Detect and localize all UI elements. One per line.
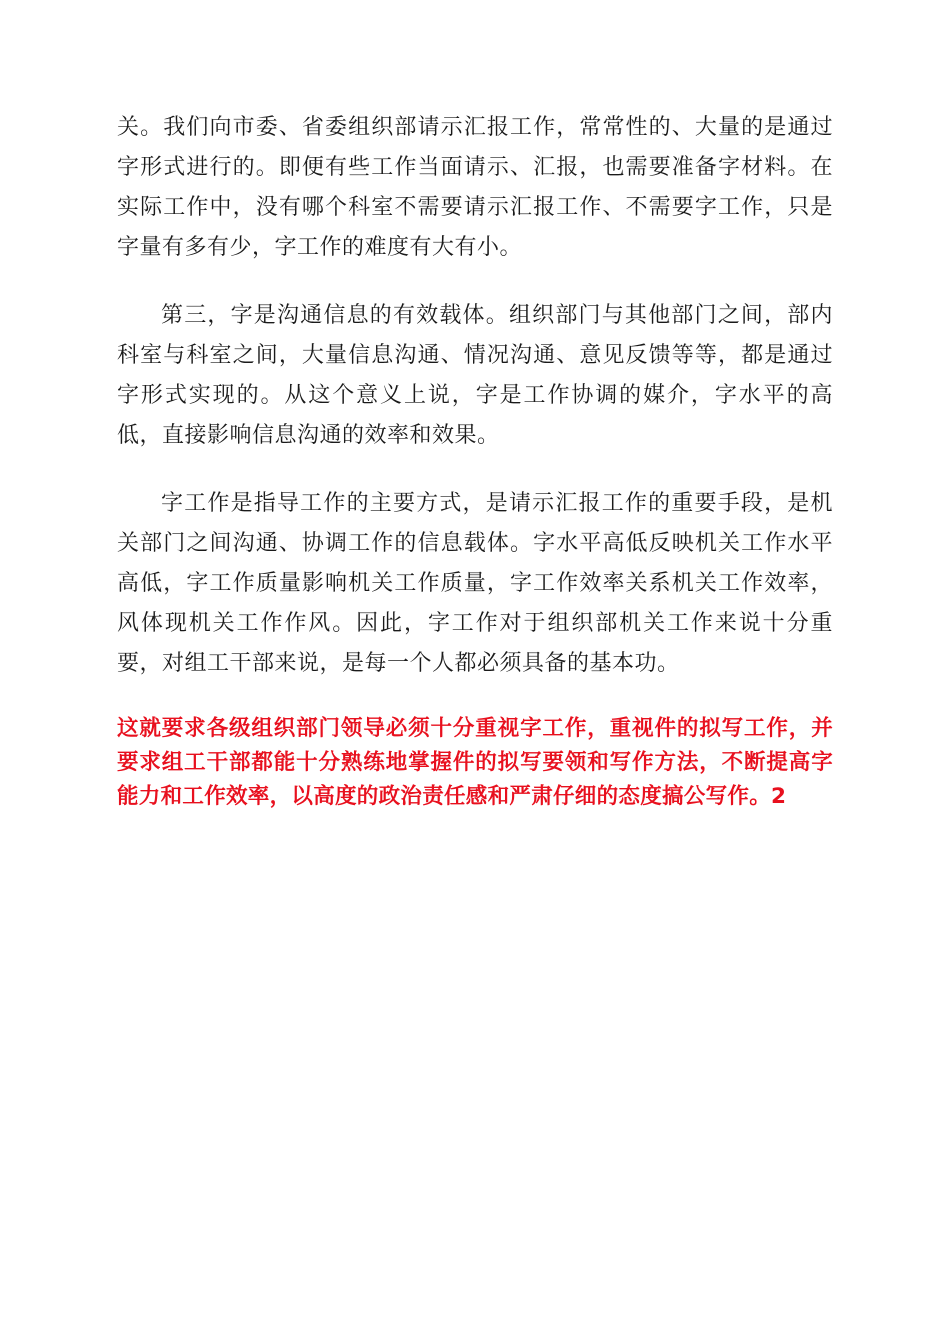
paragraph-gap [117,684,833,712]
paragraph-summary: 字工作是指导工作的主要方式，是请示汇报工作的重要手段，是机关部门之间沟通、协调工作的信息载体。字水平高低反映机关工作水平高低，字工作质量影响机关工作质量，字工作效率关系机关工作效率，风体现机关工作作风。因此，字工作对于组织部机关工作来说十分重要，对组工干部来说，是每一个人都必须具备的基本功。 [117,491,833,676]
paragraph-highlighted-requirement: 这就要求各级组织部门领导必须十分重视字工作，重视件的拟写工作，并要求组工干部都能十分熟练地掌握件的拟写要领和写作方法，不断提高字能力和工作效率，以高度的政治责任感和严肃仔细的态度搞公写作。2 [117,716,833,809]
document-body [117,108,833,814]
paragraph-gap [117,268,833,296]
paragraph-continuation: 关。我们向市委、省委组织部请示汇报工作，常常性的、大量的是通过字形式进行的。即便有些工作当面请示、汇报，也需要准备字材料。在实际工作中，没有哪个科室不需要请示汇报工作、不需要字工作，只是字量有多有少，字工作的难度有大有小。 [117,115,833,260]
paragraph-gap [117,456,833,484]
paragraph-third-point: 第三，字是沟通信息的有效载体。组织部门与其他部门之间，部内科室与科室之间，大量信息沟通、情况沟通、意见反馈等等，都是通过字形式实现的。从这个意义上说，字是工作协调的媒介，字水平的高低，直接影响信息沟通的效率和效果。 [117,303,833,448]
